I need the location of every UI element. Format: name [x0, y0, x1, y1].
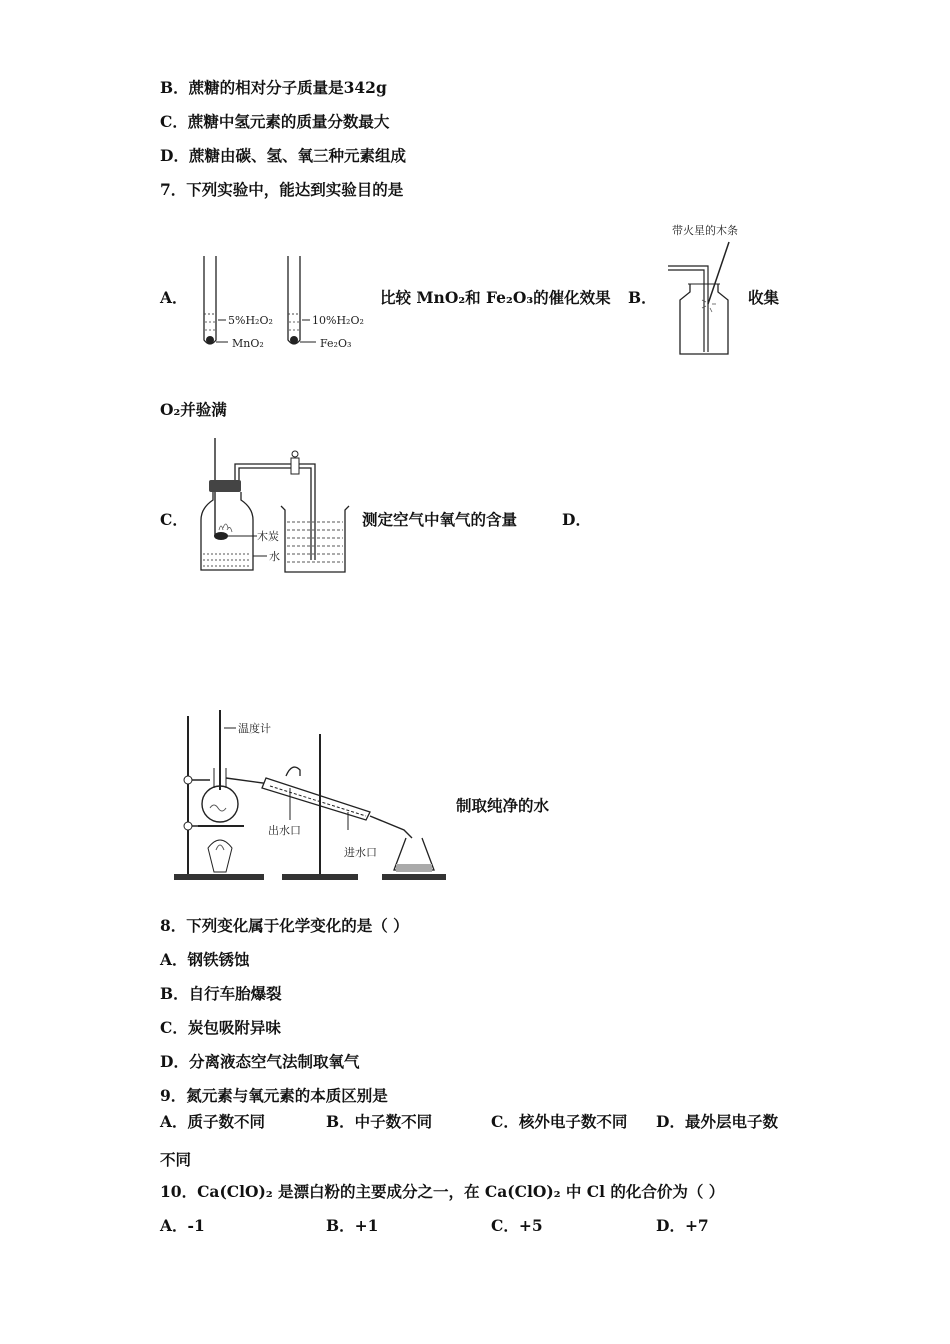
q7-a-text: 比较 MnO₂和 Fe₂O₃的催化效果	[380, 288, 611, 307]
q7-d-figure	[160, 708, 450, 888]
label-water-outlet: 出水口	[268, 824, 301, 837]
q9-option-d: D．最外层电子数	[656, 1112, 778, 1131]
q8-stem: 8．下列变化属于化学变化的是（ ）	[160, 916, 409, 935]
label-thermometer: 温度计	[238, 722, 271, 735]
q9-option-c: C．核外电子数不同	[491, 1112, 628, 1131]
q6-option-b: B．蔗糖的相对分子质量是342g	[160, 78, 387, 97]
q7-d-letter: D．	[562, 510, 591, 529]
q7-stem: 7．下列实验中，能达到实验目的是	[160, 180, 404, 199]
q9-stem: 9．氮元素与氧元素的本质区别是	[160, 1086, 388, 1105]
label-charcoal: 木炭	[257, 530, 279, 543]
q9-option-b: B．中子数不同	[326, 1112, 433, 1131]
label-fe2o3: Fe₂O₃	[320, 337, 352, 350]
q6-option-c: C．蔗糖中氢元素的质量分数最大	[160, 112, 390, 131]
q8-option-a: A．钢铁锈蚀	[160, 950, 250, 969]
label-5pct-h2o2: 5%H₂O₂	[228, 314, 273, 327]
q10-option-c: C．+5	[491, 1216, 543, 1235]
q10-option-b: B．+1	[326, 1216, 379, 1235]
q7-d-text: 制取纯净的水	[456, 796, 550, 815]
q8-option-c: C．炭包吸附异味	[160, 1018, 281, 1037]
q7-c-figure	[195, 436, 365, 576]
q9-option-d-cont: 不同	[160, 1150, 192, 1169]
q10-stem: 10．Ca(ClO)₂ 是漂白粉的主要成分之一，在 Ca(ClO)₂ 中 Cl 的化合价为（ ）	[160, 1182, 725, 1201]
q7-b-letter: B．	[628, 288, 657, 307]
q7-a-letter: A．	[160, 288, 188, 307]
label-mno2: MnO₂	[232, 337, 264, 350]
label-water-inlet: 进水口	[344, 846, 377, 859]
q7-c-text: 测定空气中氧气的含量	[362, 510, 518, 529]
label-10pct-h2o2: 10%H₂O₂	[312, 314, 364, 327]
q7-b-figure	[662, 220, 742, 360]
q8-option-d: D．分离液态空气法制取氧气	[160, 1052, 360, 1071]
label-glowing-splint: 带火星的木条	[672, 224, 738, 237]
q7-b-text-cont: O₂并验满	[160, 400, 227, 419]
q9-option-a: A．质子数不同	[160, 1112, 266, 1131]
q10-option-a: A．-1	[160, 1216, 205, 1235]
label-water: 水	[269, 550, 280, 563]
q7-b-text: 收集	[748, 288, 780, 307]
q7-c-letter: C．	[160, 510, 188, 529]
q10-option-d: D．+7	[656, 1216, 709, 1235]
q7-a-figure	[188, 252, 378, 357]
q6-option-d: D．蔗糖由碳、氢、氧三种元素组成	[160, 146, 406, 165]
q8-option-b: B．自行车胎爆裂	[160, 984, 282, 1003]
